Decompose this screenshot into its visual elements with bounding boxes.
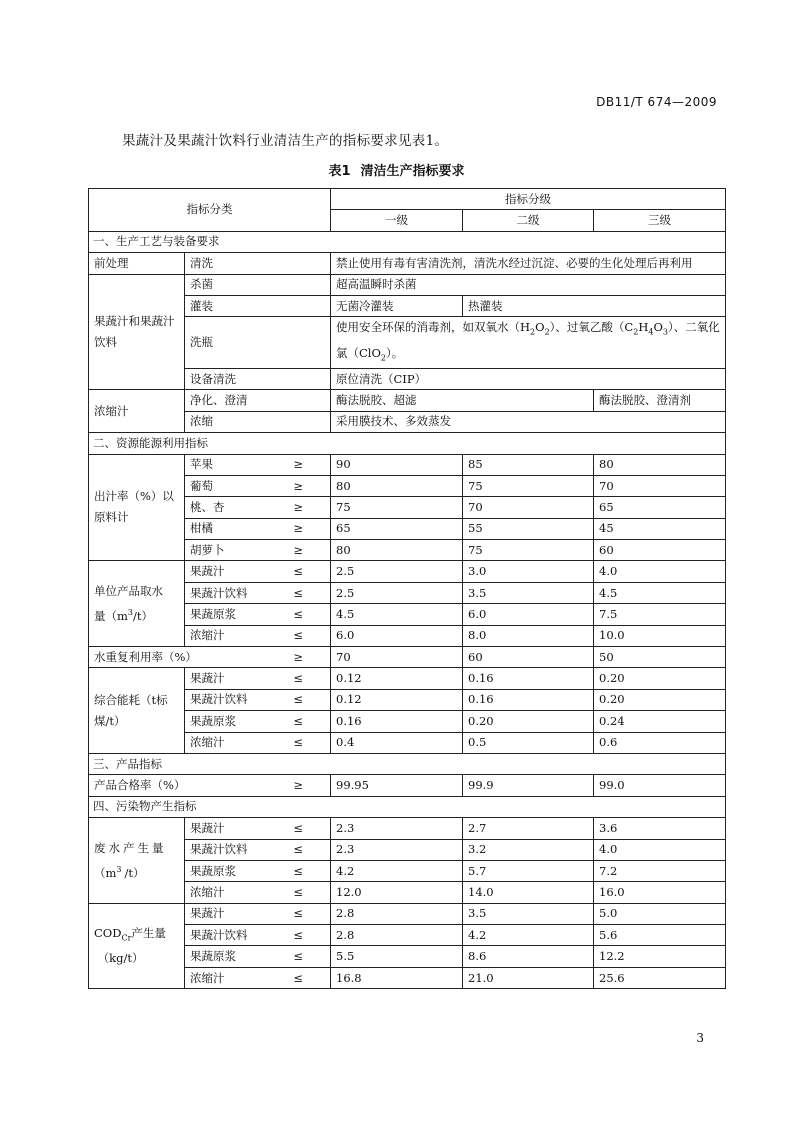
group-label: 浓缩汁 [89, 390, 185, 433]
cell-value: 21.0 [463, 967, 594, 988]
cell-value: 0.20 [594, 668, 726, 689]
cell-value: 99.9 [463, 775, 594, 796]
cell-value: 0.20 [463, 711, 594, 732]
item-label: 产品合格率（%） ≥ [89, 775, 331, 796]
cell-value: 5.5 [331, 946, 463, 967]
table-row [89, 274, 726, 295]
table-row [89, 604, 726, 625]
cell-value: 25.6 [594, 967, 726, 988]
page-number: 3 [696, 1031, 704, 1045]
group-label: 综合能耗（t标 煤/t） [89, 668, 185, 754]
cell-value: 80 [331, 475, 463, 496]
item-label: 葡萄 ≥ [185, 475, 331, 496]
item-label: 清洗 [185, 253, 331, 274]
cell-value: 3.0 [463, 561, 594, 582]
cell-value: 0.16 [463, 668, 594, 689]
cell-value: 2.3 [331, 818, 463, 839]
header-grade-2: 二级 [463, 210, 594, 231]
cell-value: 75 [463, 540, 594, 561]
item-label: 果蔬汁饮料 ≤ [185, 582, 331, 603]
section-4-title: 四、污染物产生指标 [89, 796, 726, 817]
table-row [89, 839, 726, 860]
cell-value: 8.6 [463, 946, 594, 967]
item-label: 果蔬原浆 ≤ [185, 604, 331, 625]
cell-value: 7.2 [594, 860, 726, 881]
item-label: 果蔬原浆 ≤ [185, 946, 331, 967]
cell-value: 2.8 [331, 903, 463, 924]
section-3-title: 三、产品指标 [89, 753, 726, 774]
table-row [89, 967, 726, 988]
item-label: 果蔬汁 ≤ [185, 668, 331, 689]
cell-value: 65 [594, 497, 726, 518]
cell-value: 6.0 [463, 604, 594, 625]
cell-value: 4.5 [331, 604, 463, 625]
item-label: 果蔬汁饮料 ≤ [185, 689, 331, 710]
cell-value: 75 [463, 475, 594, 496]
table-row [89, 689, 726, 710]
cell-value: 0.12 [331, 689, 463, 710]
item-label: 果蔬原浆 ≤ [185, 711, 331, 732]
table-row [89, 317, 726, 369]
cell-value: 2.8 [331, 925, 463, 946]
section-row [89, 231, 726, 252]
cell-value: 7.5 [594, 604, 726, 625]
cell-value: 2.5 [331, 582, 463, 603]
cell-value: 3.5 [463, 903, 594, 924]
item-label: 苹果 ≥ [185, 454, 331, 475]
cell-value: 酶法脱胶、超滤 [331, 390, 594, 411]
cell-value: 2.7 [463, 818, 594, 839]
item-label: 果蔬汁 ≤ [185, 561, 331, 582]
section-row [89, 796, 726, 817]
cell-value: 10.0 [594, 625, 726, 646]
table-title [0, 160, 793, 179]
table-row [89, 582, 726, 603]
cell-value: 禁止使用有毒有害清洗剂，清洗水经过沉淀、必要的生化处理后再利用 [331, 253, 726, 274]
cell-value: 99.0 [594, 775, 726, 796]
cell-value: 2.3 [331, 839, 463, 860]
cell-value: 无菌冷灌装 [331, 295, 463, 316]
table-row [89, 295, 726, 316]
table-row [89, 368, 726, 389]
cell-value: 0.16 [331, 711, 463, 732]
section-row [89, 433, 726, 454]
table-row [89, 818, 726, 839]
cell-value: 4.2 [331, 860, 463, 881]
item-label: 果蔬汁 ≤ [185, 818, 331, 839]
header-grade-3: 三级 [594, 210, 726, 231]
cell-value: 65 [331, 518, 463, 539]
item-label: 浓缩汁 ≤ [185, 882, 331, 903]
cell-value: 热灌装 [463, 295, 726, 316]
table-row [89, 732, 726, 753]
cell-value: 使用安全环保的消毒剂，如双氧水$(H_2O_2)$、过氧乙酸$(C_2H_4O_3)$、二氧化氯（ClO$_2$）。 [331, 317, 726, 369]
cell-value: 70 [463, 497, 594, 518]
table-row [89, 668, 726, 689]
table-row [89, 518, 726, 539]
cell-value: 8.0 [463, 625, 594, 646]
cell-value: 0.16 [463, 689, 594, 710]
cell-value: 16.0 [594, 882, 726, 903]
table-row [89, 411, 726, 432]
cell-value: 75 [331, 497, 463, 518]
cell-value: 85 [463, 454, 594, 475]
cell-value: 2.5 [331, 561, 463, 582]
table-row [89, 475, 726, 496]
intro-paragraph: 果蔬汁及果蔬汁饮料行业清洁生产的指标要求见表1。 [122, 133, 449, 149]
cell-value: 0.6 [594, 732, 726, 753]
section-row [89, 753, 726, 774]
cell-value: 5.6 [594, 925, 726, 946]
cell-value: 超高温瞬时杀菌 [331, 274, 726, 295]
cell-value: 90 [331, 454, 463, 475]
cell-value: 80 [331, 540, 463, 561]
cell-value: 60 [594, 540, 726, 561]
header-grade-group: 指标分级 [331, 189, 726, 210]
cell-value: 50 [594, 647, 726, 668]
item-label: 浓缩汁 ≤ [185, 732, 331, 753]
table-row [89, 882, 726, 903]
table-row [89, 390, 726, 411]
table-row [89, 860, 726, 881]
item-label: 灌装 [185, 295, 331, 316]
table-row [89, 903, 726, 924]
cell-value: 5.0 [594, 903, 726, 924]
item-label: 杀菌 [185, 274, 331, 295]
cell-value: 4.2 [463, 925, 594, 946]
document-code: DB11/T 674—2009 [596, 95, 717, 109]
cell-value: 酶法脱胶、澄清剂 [594, 390, 726, 411]
cell-value: 原位清洗（CIP） [331, 368, 726, 389]
table-row [89, 561, 726, 582]
item-label: 水重复利用率（%） ≥ [89, 647, 331, 668]
item-label: 果蔬汁饮料 ≤ [185, 925, 331, 946]
table-row [89, 711, 726, 732]
group-label: 废水产生量 $(m^3/t)$ [89, 818, 185, 904]
item-label: 浓缩 [185, 411, 331, 432]
cell-value: 60 [463, 647, 594, 668]
group-label: 单位产品取水 量$(m^3/t)$ [89, 561, 185, 647]
cell-value: 12.2 [594, 946, 726, 967]
cell-value: 4.0 [594, 561, 726, 582]
cell-value: 0.5 [463, 732, 594, 753]
cell-value: 14.0 [463, 882, 594, 903]
item-label: 桃、杏 ≥ [185, 497, 331, 518]
table-row [89, 946, 726, 967]
cell-value: 80 [594, 454, 726, 475]
cell-value: 采用膜技术、多效蒸发 [331, 411, 726, 432]
item-label: 净化、澄清 [185, 390, 331, 411]
cell-value: 3.5 [463, 582, 594, 603]
table-number: 表1 [328, 164, 351, 179]
table-header-row [89, 189, 726, 210]
cell-value: 4.5 [594, 582, 726, 603]
cell-value: 3.2 [463, 839, 594, 860]
cell-value: 0.20 [594, 689, 726, 710]
cell-value: 16.8 [331, 967, 463, 988]
cell-value: 0.12 [331, 668, 463, 689]
item-label: 果蔬原浆 ≤ [185, 860, 331, 881]
table-row [89, 253, 726, 274]
cell-value: 0.4 [331, 732, 463, 753]
cell-value: 4.0 [594, 839, 726, 860]
group-label: 前处理 [89, 253, 185, 274]
table-caption: 清洁生产指标要求 [360, 164, 465, 179]
header-grade-1: 一级 [331, 210, 463, 231]
cell-value: 70 [331, 647, 463, 668]
item-label: 果蔬汁 ≤ [185, 903, 331, 924]
item-label: 设备清洗 [185, 368, 331, 389]
table-row [89, 775, 726, 796]
cell-value: 3.6 [594, 818, 726, 839]
group-label: $COD_{Cr}$产生量 （kg/t） [89, 903, 185, 989]
cell-value: 55 [463, 518, 594, 539]
header-category: 指标分类 [89, 189, 331, 232]
indicator-table [88, 188, 726, 989]
item-label: 浓缩汁 ≤ [185, 625, 331, 646]
item-label: 柑橘 ≥ [185, 518, 331, 539]
cell-value: 12.0 [331, 882, 463, 903]
table-row [89, 497, 726, 518]
cell-value: 45 [594, 518, 726, 539]
item-label: 浓缩汁 ≤ [185, 967, 331, 988]
table-row [89, 540, 726, 561]
table-row [89, 647, 726, 668]
item-label: 洗瓶 [185, 317, 331, 369]
table-row [89, 454, 726, 475]
item-label: 果蔬汁饮料 ≤ [185, 839, 331, 860]
item-label: 胡萝卜 ≥ [185, 540, 331, 561]
table-row [89, 625, 726, 646]
cell-value: 70 [594, 475, 726, 496]
table-row [89, 925, 726, 946]
section-2-title: 二、资源能源利用指标 [89, 433, 726, 454]
cell-value: 99.95 [331, 775, 463, 796]
cell-value: 5.7 [463, 860, 594, 881]
cell-value: 6.0 [331, 625, 463, 646]
group-label: 果蔬汁和果蔬汁饮料 [89, 274, 185, 390]
group-label: 出汁率（%）以原料计 [89, 454, 185, 561]
section-1-title: 一、生产工艺与装备要求 [89, 231, 726, 252]
cell-value: 0.24 [594, 711, 726, 732]
